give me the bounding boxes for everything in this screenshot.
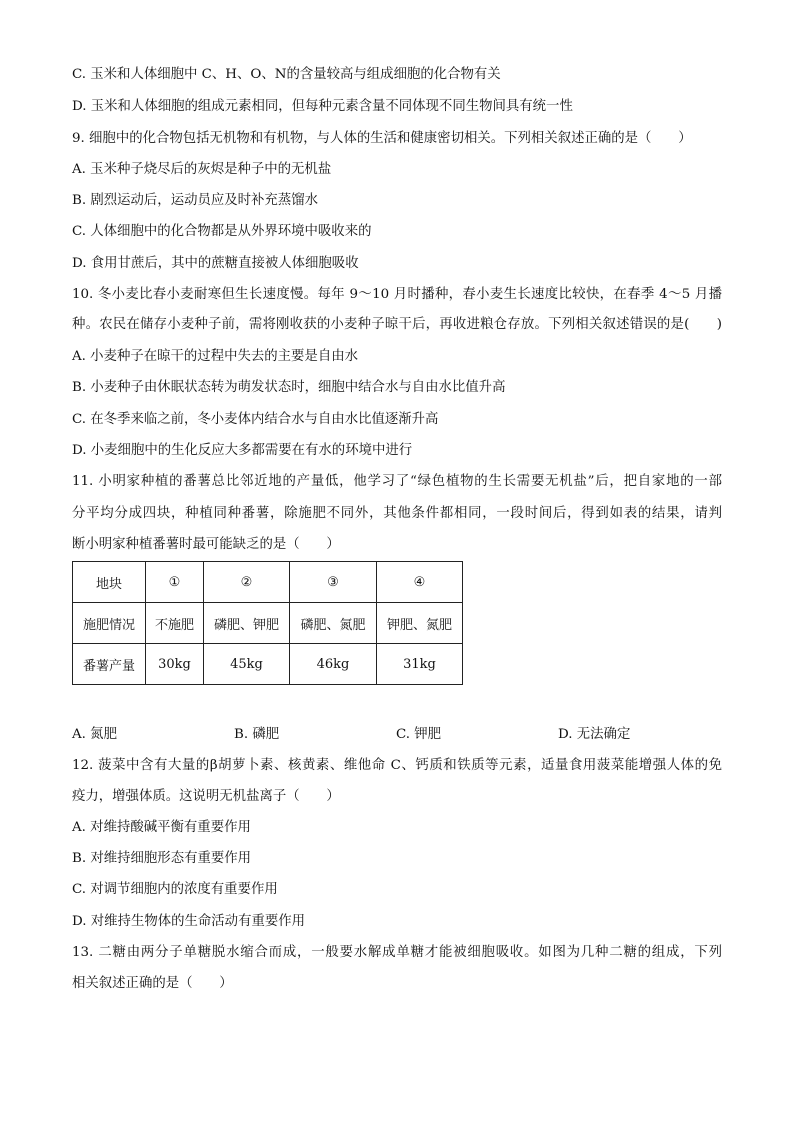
table-cell: ④ [377, 562, 463, 603]
table-row [73, 603, 463, 644]
q10-stem-line-2: 种。农民在储存小麦种子前，需将刚收获的小麦种子晾干后，再收进粮仓存放。下列相关叙述错误的是( ) [72, 317, 722, 332]
q13-stem-line-1: 13. 二糖由两分子单糖脱水缩合而成，一般要水解成单糖才能被细胞吸收。如图为几种二糖的组成，下列 [72, 945, 722, 960]
q12-stem-line-1: 12. 菠菜中含有大量的β胡萝卜素、核黄素、维他命 C、钙质和铁质等元素，适量食用菠菜能增强人体的免 [72, 758, 722, 773]
q12-option-d: D. 对维持生物体的生命活动有重要作用 [72, 914, 306, 929]
table-row [73, 644, 463, 685]
table-cell: 45kg [204, 644, 290, 685]
q12-option-b: B. 对维持细胞形态有重要作用 [72, 851, 252, 866]
q9-option-a: A. 玉米种子烧尽后的灰烬是种子中的无机盐 [72, 162, 332, 177]
q10-option-c: C. 在冬季来临之前，冬小麦体内结合水与自由水比值逐渐升高 [72, 412, 439, 427]
q9-stem: 9. 细胞中的化合物包括无机物和有机物，与人体的生活和健康密切相关。下列相关叙述正确的是（ ） [72, 131, 692, 146]
table-cell: 31kg [377, 644, 463, 685]
q10-option-b: B. 小麦种子由休眠状态转为萌发状态时，细胞中结合水与自由水比值升高 [72, 380, 506, 395]
table-cell: ① [146, 562, 204, 603]
q12-stem-line-2: 疫力，增强体质。这说明无机盐离子（ ） [72, 789, 340, 804]
q9-option-d: D. 食用甘蔗后，其中的蔗糖直接被人体细胞吸收 [72, 256, 359, 271]
table-cell: 番薯产量 [73, 644, 146, 685]
q8-option-c: C. 玉米和人体细胞中 C、H、O、N的含量较高与组成细胞的化合物有关 [72, 67, 501, 82]
table-cell: 30kg [146, 644, 204, 685]
table-cell: ② [204, 562, 290, 603]
q12-option-c: C. 对调节细胞内的浓度有重要作用 [72, 882, 278, 897]
q10-stem-line-1: 10. 冬小麦比春小麦耐寒但生长速度慢。每年 9～10 月时播种，春小麦生长速度比较快，在春季 4～5 月播 [72, 287, 722, 302]
q9-option-b: B. 剧烈运动后，运动员应及时补充蒸馏水 [72, 193, 318, 208]
table-cell: 磷肥、钾肥 [204, 603, 290, 644]
q11-stem-line-2: 分平均分成四块，种植同种番薯，除施肥不同外，其他条件都相同，一段时间后，得到如表的结果，请判 [72, 506, 722, 521]
q11-option-d: D. 无法确定 [558, 727, 631, 742]
q10-option-a: A. 小麦种子在晾干的过程中失去的主要是自由水 [72, 349, 358, 364]
table-cell: ③ [290, 562, 377, 603]
q12-option-a: A. 对维持酸碱平衡有重要作用 [72, 820, 251, 835]
q13-stem-line-2: 相关叙述正确的是（ ） [72, 976, 233, 991]
table-cell: 地块 [73, 562, 146, 603]
table-cell: 钾肥、氮肥 [377, 603, 463, 644]
table-cell: 施肥情况 [73, 603, 146, 644]
q8-option-d: D. 玉米和人体细胞的组成元素相同，但每种元素含量不同体现不同生物间具有统一性 [72, 99, 573, 114]
table-cell: 不施肥 [146, 603, 204, 644]
table-cell: 46kg [290, 644, 377, 685]
table-header-row [73, 562, 463, 603]
q11-option-c: C. 钾肥 [396, 727, 442, 742]
q11-option-a: A. 氮肥 [72, 727, 117, 742]
fertilizer-table [72, 561, 463, 685]
q11-option-b: B. 磷肥 [234, 727, 280, 742]
table-cell: 磷肥、氮肥 [290, 603, 377, 644]
q11-stem-line-3: 断小明家种植番薯时最可能缺乏的是（ ） [72, 537, 340, 552]
q9-option-c: C. 人体细胞中的化合物都是从外界环境中吸收来的 [72, 224, 372, 239]
q11-stem-line-1: 11. 小明家种植的番薯总比邻近地的产量低，他学习了“绿色植物的生长需要无机盐”后，把自家地的一部 [72, 474, 722, 489]
q10-option-d: D. 小麦细胞中的生化反应大多都需要在有水的环境中进行 [72, 443, 413, 458]
